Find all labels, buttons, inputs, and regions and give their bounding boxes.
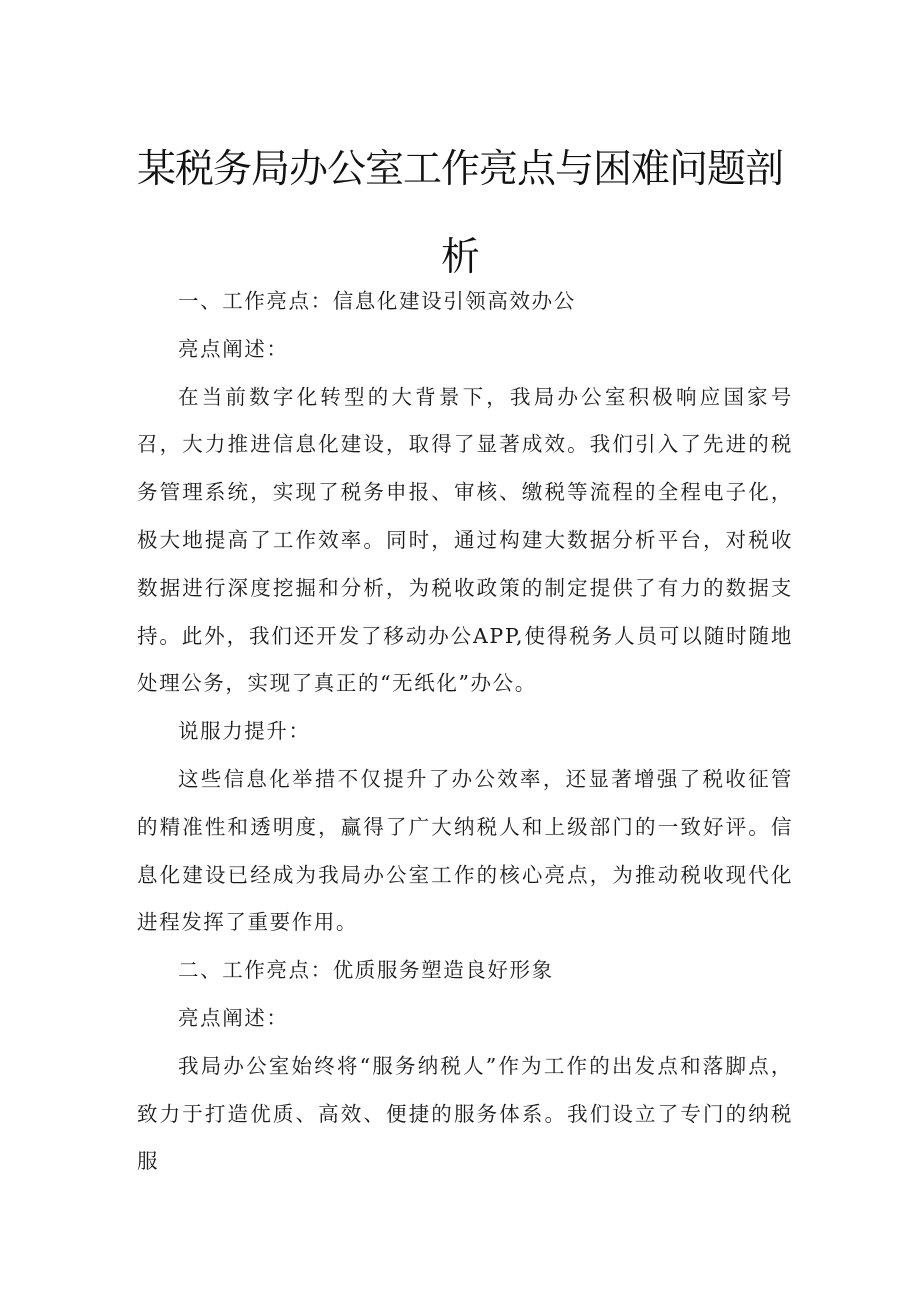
subheading-persuasion-1: 说服力提升： [178, 719, 311, 744]
document-title-line-2: 析 [440, 235, 479, 280]
document-title-line-1: 某税务局办公室工作亮点与困难问题剖 [137, 147, 784, 192]
paragraph-highlight-1: 在当前数字化转型的大背景下，我局办公室积极响应国家号召，大力推进信息化建设，取得了显著成效。我们引入了先进的税务管理系统，实现了税务申报、审核、缴税等流程的全程电子化，极大地提高了工作效率。同时，通过构建大数据分析平台，对税收数据进行深度挖掘和分析，为税收政策的制定提供了有力的数据支持。此外，我们还开发了移动办公APP,使得税务人员可以随时随地处理公务，实现了真正的“无纸化”办公。 [137, 384, 793, 696]
subheading-highlight-1: 亮点阐述： [178, 336, 289, 361]
paragraph-persuasion-1: 这些信息化举措不仅提升了办公效率，还显著增强了税收征管的精准性和透明度，赢得了广大纳税人和上级部门的一致好评。信息化建设已经成为我局办公室工作的核心亮点，为推动税收现代化进程发挥了重要作用。 [137, 766, 793, 935]
document-body [137, 278, 793, 1186]
section-heading-1: 一、工作亮点：信息化建设引领高效办公 [178, 289, 576, 313]
subheading-highlight-2: 亮点阐述： [178, 1005, 289, 1030]
paragraph-highlight-2: 我局办公室始终将“服务纳税人”作为工作的出发点和落脚点，致力于打造优质、高效、便捷的服务体系。我们设立了专门的纳税服 [137, 1053, 793, 1174]
section-heading-2: 二、工作亮点：优质服务塑造良好形象 [178, 958, 554, 983]
